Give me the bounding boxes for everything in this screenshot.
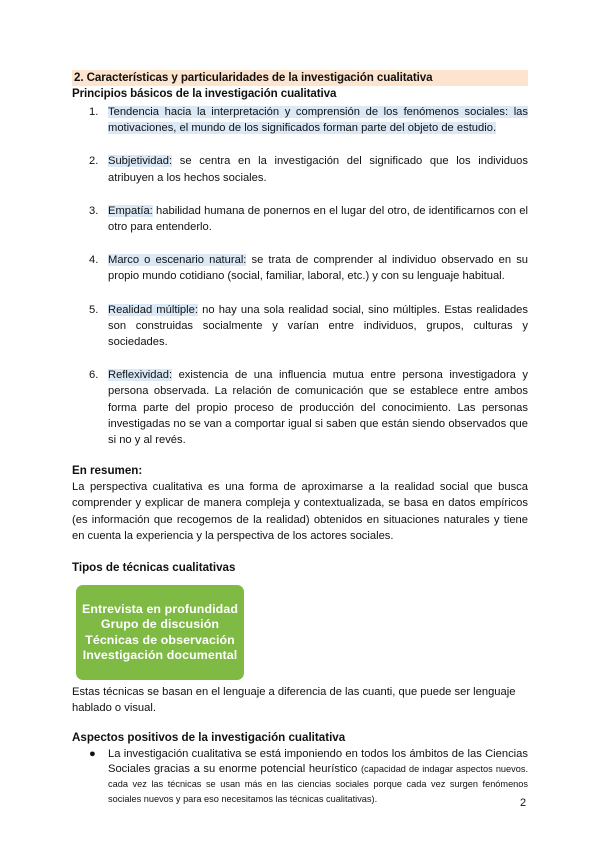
principle-term: Marco o escenario natural: xyxy=(108,254,247,267)
document-page xyxy=(72,70,528,807)
technique-item: Entrevista en profundidad xyxy=(81,601,239,616)
principle-text-highlighted: las motivaciones, el mundo de los significados forman parte del objeto de estudio. xyxy=(108,106,528,135)
principle-text: existencia de una influencia mutua entre persona investigadora y persona observada. La relación de comunicación que se establece entre ambos forma parte del propio proceso de producción del conocimiento. Las personas investigadas no se van a comportar igual si saben que están siendo observados que si no y al revés. xyxy=(108,369,528,447)
principle-term: Empatía: xyxy=(108,204,153,217)
item-number: 1. xyxy=(89,106,99,118)
tipos-heading: Tipos de técnicas cualitativas xyxy=(72,561,236,575)
principle-item xyxy=(72,302,528,351)
principle-text: se trata de comprender al individuo observado en su propio mundo cotidiano (social, familiar, laboral, etc.) y con su lenguaje habitual. xyxy=(108,254,529,283)
section-title: 2. Características y particularidades de la investigación cualitativa xyxy=(72,70,528,86)
item-number: 6. xyxy=(89,369,99,382)
principle-term: Tendencia hacia la interpretación y comprensión de los fenómenos sociales: xyxy=(108,106,509,118)
item-number: 4. xyxy=(89,254,99,267)
aspectos-heading: Aspectos positivos de la investigación cualitativa xyxy=(72,731,346,745)
aspecto-text: La investigación cualitativa se está imponiendo en todos los ámbitos de las Ciencias Sociales gracias a su enorme potencial heurístico xyxy=(108,748,528,776)
resumen-paragraph: La perspectiva cualitativa es una forma de aproximarse a la realidad social que busca comprender y explicar de manera compleja y contextualizada, se basa en datos empíricos (es información que recogemos de la realidad) obtenidos en situaciones naturales y tiene en cuenta la experiencia y la perspectiva de los actores sociales. xyxy=(72,481,528,542)
principle-item xyxy=(72,104,528,136)
aspectos-list xyxy=(72,747,528,807)
principle-term: Realidad múltiple: xyxy=(108,303,198,316)
principles-list xyxy=(72,104,528,448)
principle-text: habilidad humana de ponernos en el lugar del otro, de identificarnos con el otro para entenderlo. xyxy=(108,204,528,234)
bullet-icon: ● xyxy=(89,748,96,761)
techniques-paragraph: Estas técnicas se basan en el lenguaje a diferencia de las cuanti, que puede ser lenguaje hablado o visual. xyxy=(72,686,516,715)
principle-term: Subjetividad: xyxy=(108,155,173,168)
principle-text: no hay una sola realidad social, sino múltiples. Estas realidades son construidas socialmente y varían entre individuos, grupos, culturas y sociedades. xyxy=(108,303,528,349)
item-number: 2. xyxy=(89,155,99,168)
aspecto-item xyxy=(72,747,528,807)
principle-term: Reflexividad: xyxy=(108,369,173,382)
item-number: 5. xyxy=(89,303,99,316)
resumen-heading: En resumen: xyxy=(72,464,143,478)
page-number: 2 xyxy=(520,797,527,809)
principle-item xyxy=(72,367,528,448)
aspecto-note: (capacidad de indagar aspectos nuevos. cada vez las técnicas se usan más en las ciencias sociales porque cada vez surgen fenómenos sociales nuevos y para eso necesitamos las técnicas cualitativas). xyxy=(108,764,528,805)
techniques-box xyxy=(76,585,244,680)
principle-item xyxy=(72,203,528,235)
principles-heading: Principios básicos de la investigación cualitativa xyxy=(72,87,337,100)
technique-item: Técnicas de observación xyxy=(85,632,235,647)
principle-item xyxy=(72,153,528,185)
principle-item xyxy=(72,252,528,284)
item-number: 3. xyxy=(89,204,99,217)
technique-item: Investigación documental xyxy=(82,648,238,663)
principle-text: se centra en la investigación del significado que los individuos atribuyen a los hechos sociales. xyxy=(108,155,528,184)
technique-item: Grupo de discusión xyxy=(100,617,220,632)
